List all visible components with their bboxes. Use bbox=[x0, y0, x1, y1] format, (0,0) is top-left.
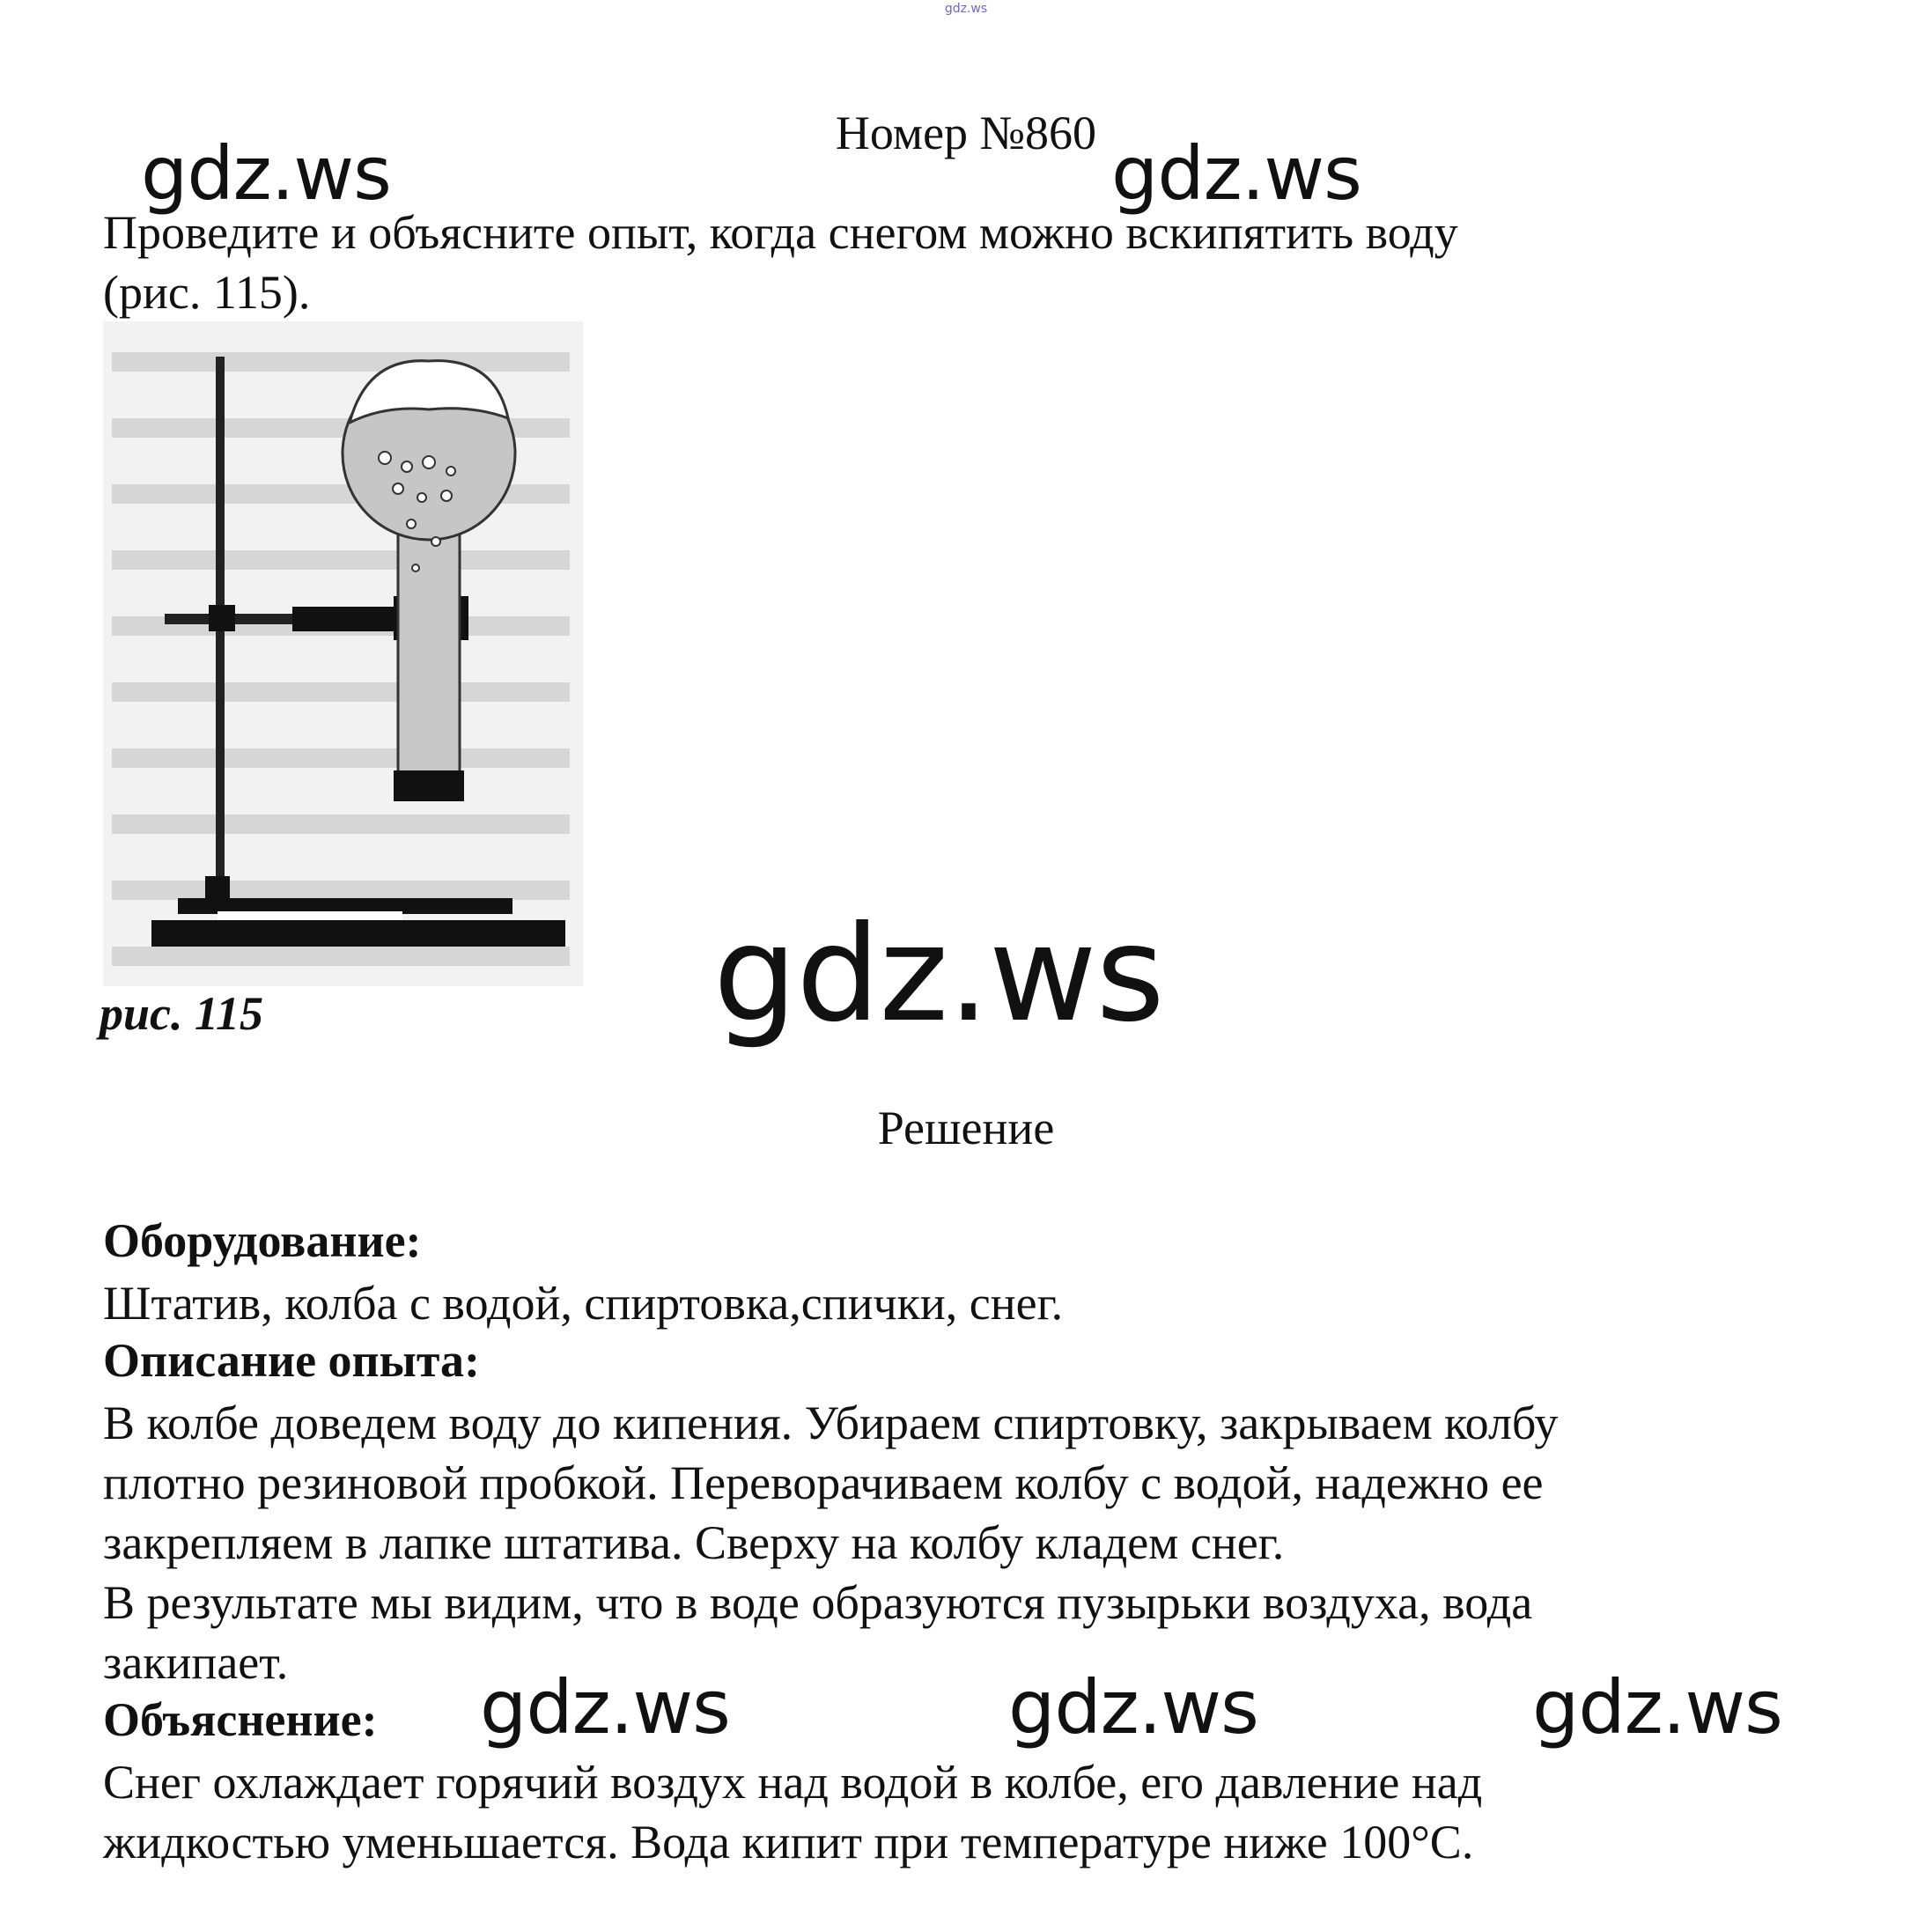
experiment-figure bbox=[103, 321, 583, 986]
equipment-text: Штатив, колба с водой, спиртовка,спички, снег. bbox=[103, 1277, 1064, 1330]
retort-stand-illustration bbox=[103, 321, 583, 986]
task-text-line-1: Проведите и объясните опыт, когда снегом можно вскипятить воду bbox=[103, 206, 1458, 259]
equipment-heading: Оборудование: bbox=[103, 1214, 422, 1267]
watermark: gdz.ws bbox=[480, 1664, 730, 1750]
explanation-heading: Объяснение: bbox=[103, 1693, 378, 1746]
watermark: gdz.ws bbox=[1532, 1664, 1782, 1750]
watermark: gdz.ws bbox=[713, 898, 1164, 1051]
description-line-4: В результате мы видим, что в воде образуются пузырьки воздуха, вода bbox=[103, 1576, 1533, 1629]
description-line-1: В колбе доведем воду до кипения. Убираем спиртовку, закрываем колбу bbox=[103, 1397, 1559, 1449]
explanation-line-2: жидкостью уменьшается. Вода кипит при температуре ниже 100°С. bbox=[103, 1816, 1474, 1868]
watermark: gdz.ws bbox=[1008, 1664, 1258, 1750]
explanation-line-1: Снег охлаждает горячий воздух над водой в колбе, его давление над bbox=[103, 1756, 1483, 1809]
description-heading: Описание опыта: bbox=[103, 1334, 480, 1387]
description-line-3: закрепляем в лапке штатива. Сверху на колбу кладем снег. bbox=[103, 1516, 1285, 1569]
watermark: gdz.ws bbox=[1111, 130, 1361, 217]
source-link[interactable]: gdz.ws bbox=[944, 2, 988, 16]
watermark: gdz.ws bbox=[141, 130, 391, 217]
description-line-2: плотно резиновой пробкой. Переворачиваем колбу с водой, надежно ее bbox=[103, 1456, 1544, 1509]
page-title: Номер №860 bbox=[835, 107, 1097, 159]
task-text-line-2: (рис. 115). bbox=[103, 266, 311, 319]
figure-caption: рис. 115 bbox=[100, 987, 264, 1040]
solution-heading: Решение bbox=[877, 1102, 1055, 1154]
description-line-5: закипает. bbox=[103, 1636, 289, 1689]
